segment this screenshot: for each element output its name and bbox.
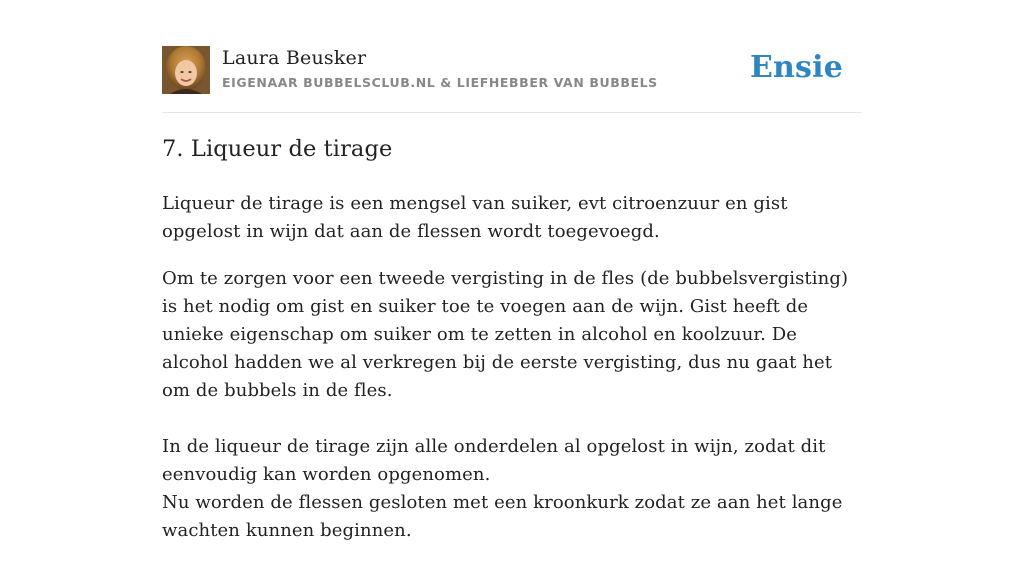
paragraph-second-vergisting: Om te zorgen voor een tweede vergisting in de fles (de bubbelsvergisting) is het nodig om gist en suiker toe te voegen aan de wijn. Gist heeft de unieke eigenschap om suiker om te zetten in alcohol en koolzuur. De alcohol hadden we al verkregen bij de eerste vergisting, dus nu gaat het om de bubbels in de fles. <box>162 268 849 401</box>
author-tagline: EIGENAAR BUBBELSCLUB.NL & LIEFHEBBER VAN BUBBELS <box>222 75 658 90</box>
avatar[interactable] <box>162 46 210 94</box>
paragraph-body <box>162 265 862 545</box>
author-photo-icon <box>162 46 210 94</box>
article-body <box>162 190 862 564</box>
paragraph-opgelost: In de liqueur de tirage zijn alle onderdelen al opgelost in wijn, zodat dit eenvoudig kan worden opgenomen. <box>162 436 826 485</box>
header-divider <box>162 112 862 113</box>
paragraph-intro: Liqueur de tirage is een mengsel van suiker, evt citroenzuur en gist opgelost in wijn dat aan de flessen wordt toegevoegd. <box>162 193 788 242</box>
author-name[interactable]: Laura Beusker <box>222 47 367 69</box>
paragraph-spacer <box>162 405 862 433</box>
article-title: 7. Liqueur de tirage <box>162 136 393 162</box>
author-header <box>162 46 862 96</box>
ensie-logo[interactable]: Ensie <box>749 50 843 85</box>
paragraph-kroonkurk: Nu worden de flessen gesloten met een kroonkurk zodat ze aan het lange wachten kunnen beginnen. <box>162 492 843 541</box>
